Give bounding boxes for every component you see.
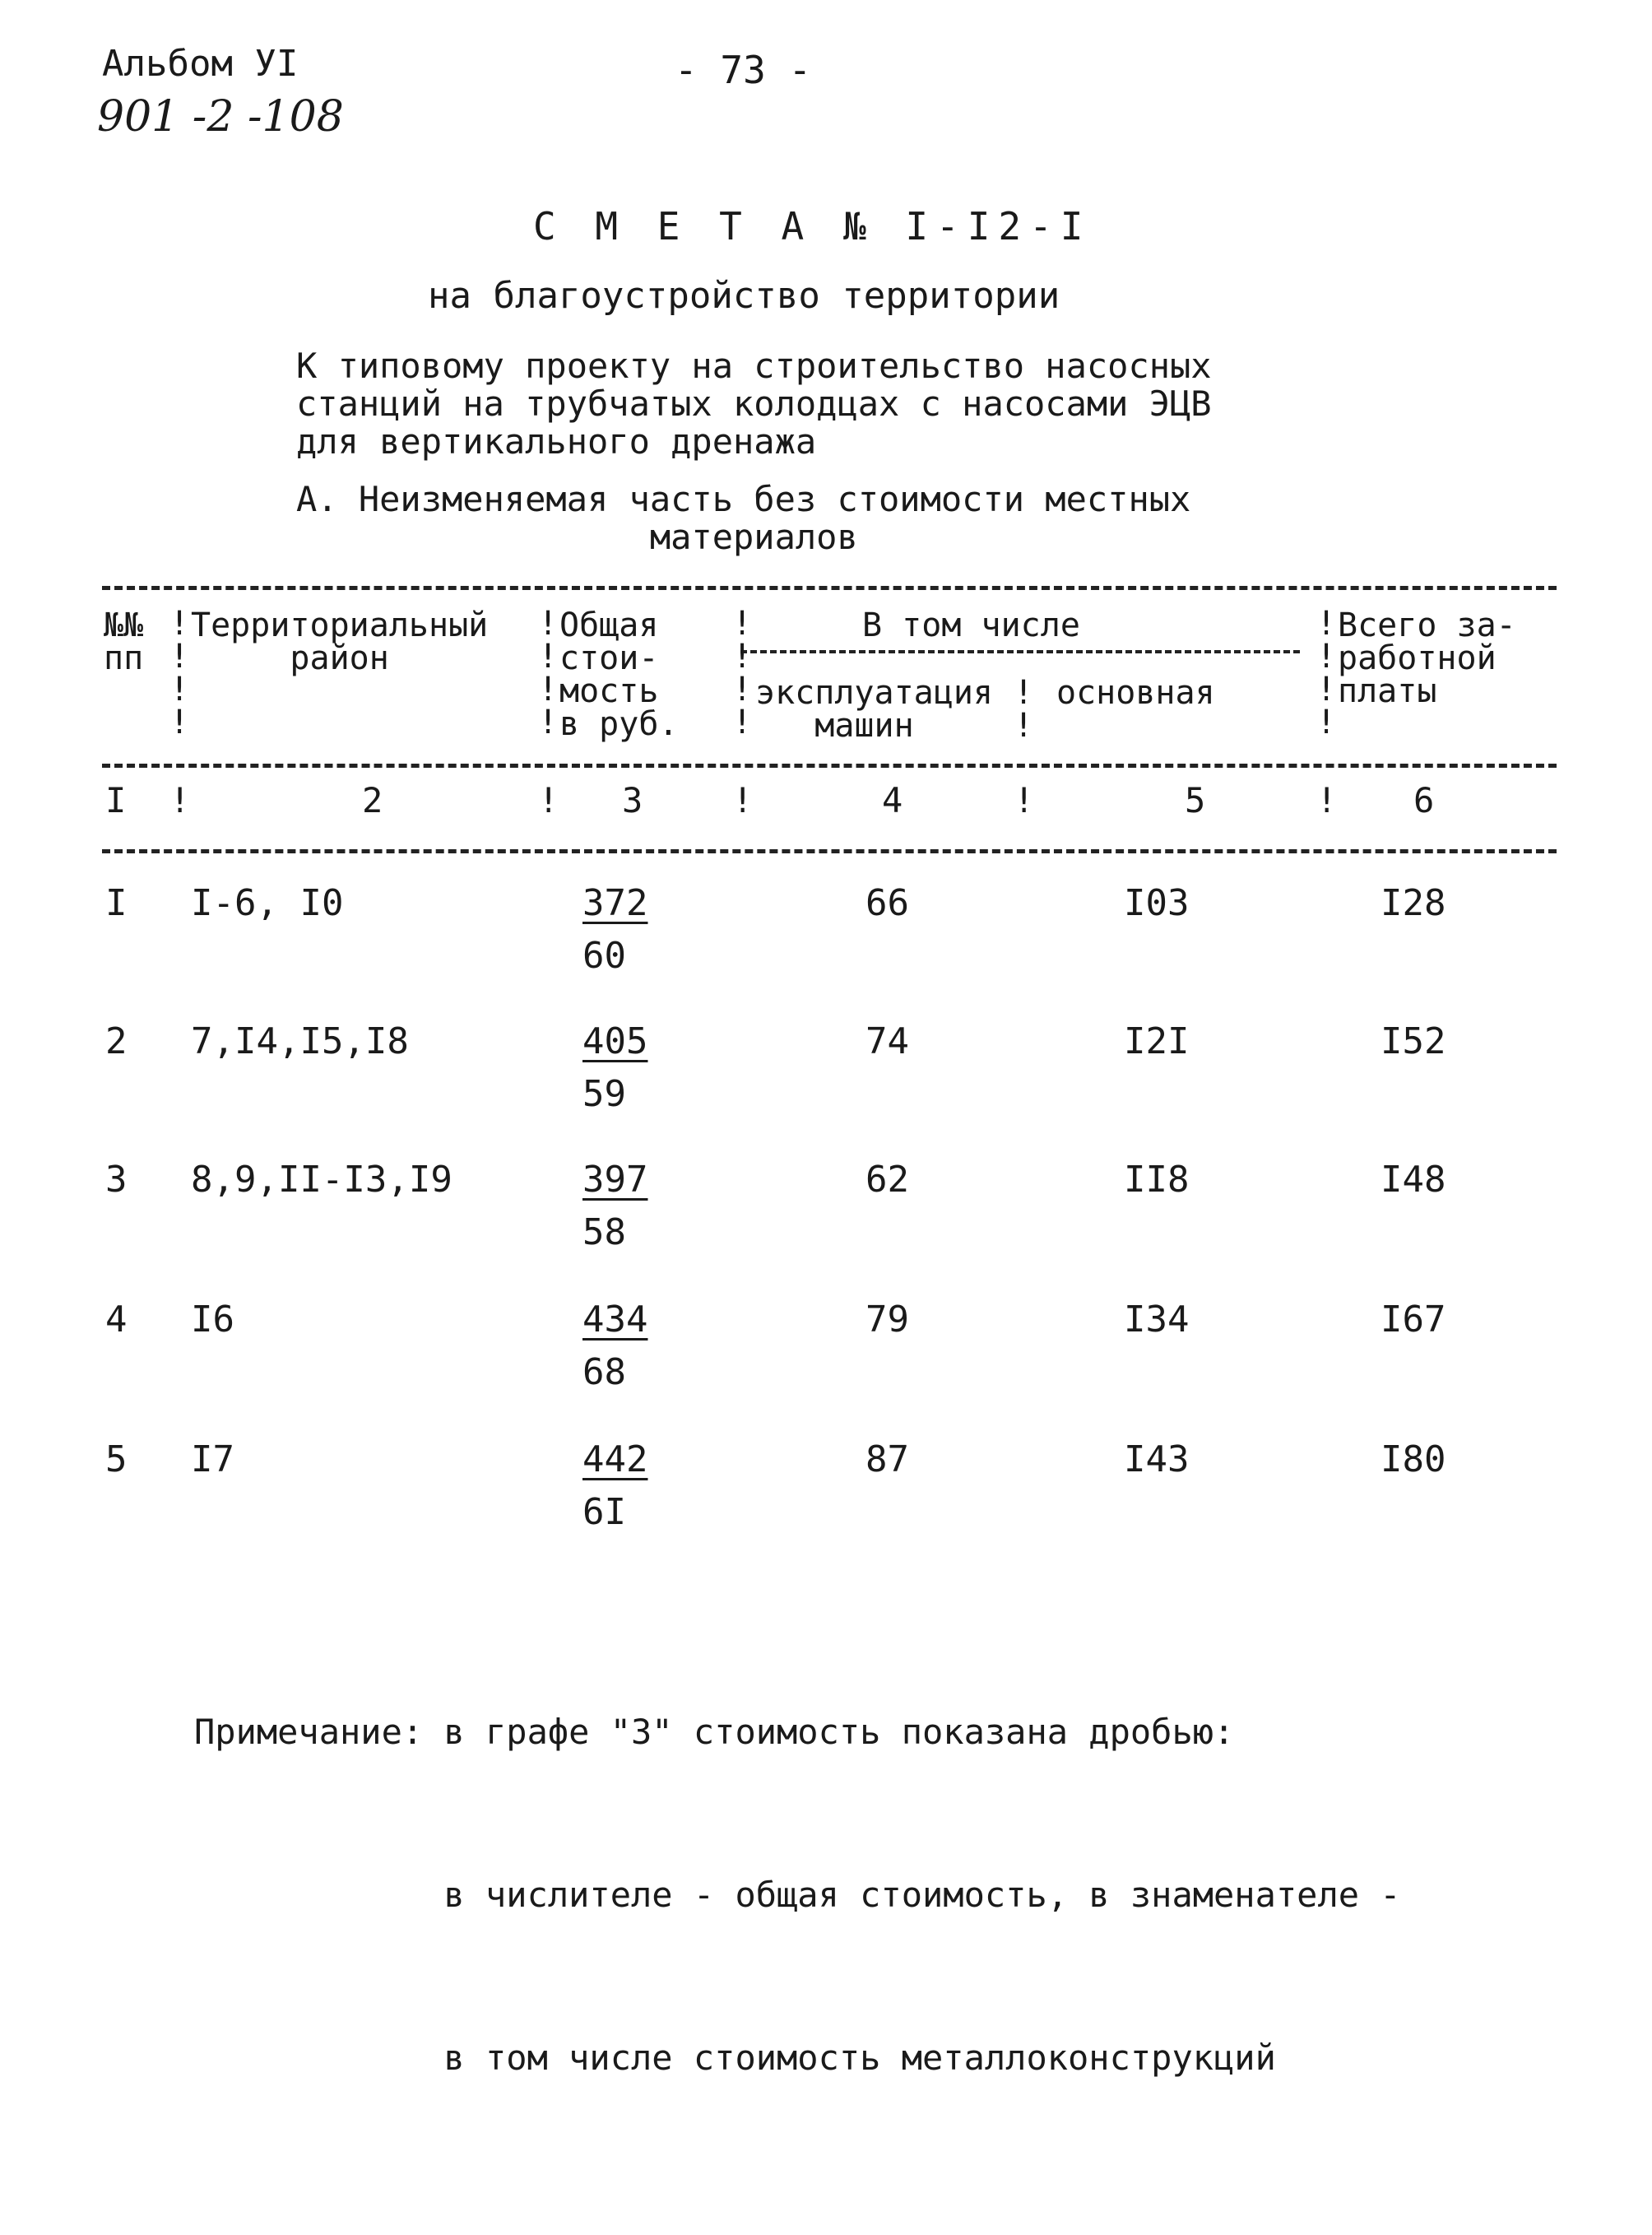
row-total: 434 <box>582 1299 648 1341</box>
row-metal: 60 <box>582 935 626 977</box>
col-separator: ! ! ! ! <box>538 605 559 741</box>
footnote <box>194 1596 1401 2140</box>
row-base: I34 <box>1124 1299 1190 1341</box>
header-region: Территориальный район <box>191 606 489 677</box>
footnote-line: в числителе - общая стоимость, в знаменателе - <box>194 1875 1401 1915</box>
row-wages: I67 <box>1381 1299 1446 1341</box>
column-number: 5 <box>1185 780 1206 820</box>
row-total: 397 <box>582 1159 648 1201</box>
row-metal: 59 <box>582 1073 626 1115</box>
page-number: - 73 - <box>675 48 812 92</box>
row-region: I6 <box>191 1299 234 1341</box>
row-total: 372 <box>582 882 648 924</box>
row-region: 8,9,II-I3,I9 <box>191 1159 452 1201</box>
row-number: 3 <box>105 1159 128 1201</box>
row-machines: 74 <box>865 1020 909 1062</box>
row-base: I2I <box>1124 1020 1190 1062</box>
header-total: Общая стои- мость в руб. <box>559 606 679 743</box>
row-machines: 66 <box>865 882 909 924</box>
header-num: №№ пп <box>104 606 144 677</box>
row-number: 5 <box>105 1438 128 1480</box>
row-wages: I28 <box>1381 882 1446 924</box>
estimate-title: С М Е Т А № I-I2-I <box>533 204 1092 249</box>
header-including: В том числе <box>862 606 1080 644</box>
col-separator: ! <box>1316 780 1338 820</box>
row-machines: 87 <box>865 1438 909 1480</box>
col-separator: ! ! <box>1014 674 1034 745</box>
col-separator: ! <box>169 780 191 820</box>
row-base: I43 <box>1124 1438 1190 1480</box>
estimate-subtitle: на благоустройство территории <box>428 275 1060 317</box>
row-total: 405 <box>582 1020 648 1062</box>
project-description: К типовому проекту на строительство насосных станций на трубчатых колодцах с насосами ЭЦВ для вертикального дренажа <box>296 346 1212 462</box>
col-separator: ! <box>732 780 754 820</box>
column-number: 3 <box>622 780 643 820</box>
column-number: I <box>105 780 127 820</box>
col-separator: ! <box>1014 780 1035 820</box>
header-wages: Всего за- работной платы <box>1338 606 1516 710</box>
col-separator: ! ! ! ! <box>1316 605 1337 741</box>
column-number: 6 <box>1413 780 1435 820</box>
row-total: 442 <box>582 1438 648 1480</box>
column-numbers-rule <box>102 849 1557 853</box>
row-machines: 79 <box>865 1299 909 1341</box>
row-number: 4 <box>105 1299 128 1341</box>
footnote-line: в том числе стоимость металлоконструкций <box>194 2038 1276 2078</box>
row-wages: I52 <box>1381 1020 1446 1062</box>
header-base: основная <box>1056 674 1215 712</box>
row-number: 2 <box>105 1020 128 1062</box>
col-separator: ! ! ! ! <box>732 605 753 741</box>
row-metal: 68 <box>582 1351 626 1393</box>
row-metal: 6I <box>582 1491 626 1533</box>
section-heading: А. Неизменяемая часть без стоимости местных материалов <box>296 479 1191 557</box>
col-separator: ! ! ! ! <box>169 605 190 741</box>
row-number: I <box>105 882 128 924</box>
row-wages: I80 <box>1381 1438 1446 1480</box>
column-number: 2 <box>362 780 383 820</box>
row-base: I03 <box>1124 882 1190 924</box>
col-separator: ! <box>538 780 559 820</box>
including-subrule <box>740 650 1300 653</box>
row-region: I-6, I0 <box>191 882 344 924</box>
footnote-line: Примечание: в графе "3" стоимость показана дробью: <box>194 1712 1235 1752</box>
row-wages: I48 <box>1381 1159 1446 1201</box>
column-number: 4 <box>882 780 903 820</box>
project-code: 901 -2 -108 <box>97 92 344 142</box>
row-region: I7 <box>191 1438 234 1480</box>
row-region: 7,I4,I5,I8 <box>191 1020 409 1062</box>
header-bottom-rule <box>102 764 1557 768</box>
row-machines: 62 <box>865 1159 909 1201</box>
table-top-rule <box>102 586 1557 590</box>
row-metal: 58 <box>582 1211 626 1253</box>
row-base: II8 <box>1124 1159 1190 1201</box>
header-machines: эксплуатация машин <box>755 674 993 745</box>
album-label: Альбом УI <box>102 43 299 85</box>
